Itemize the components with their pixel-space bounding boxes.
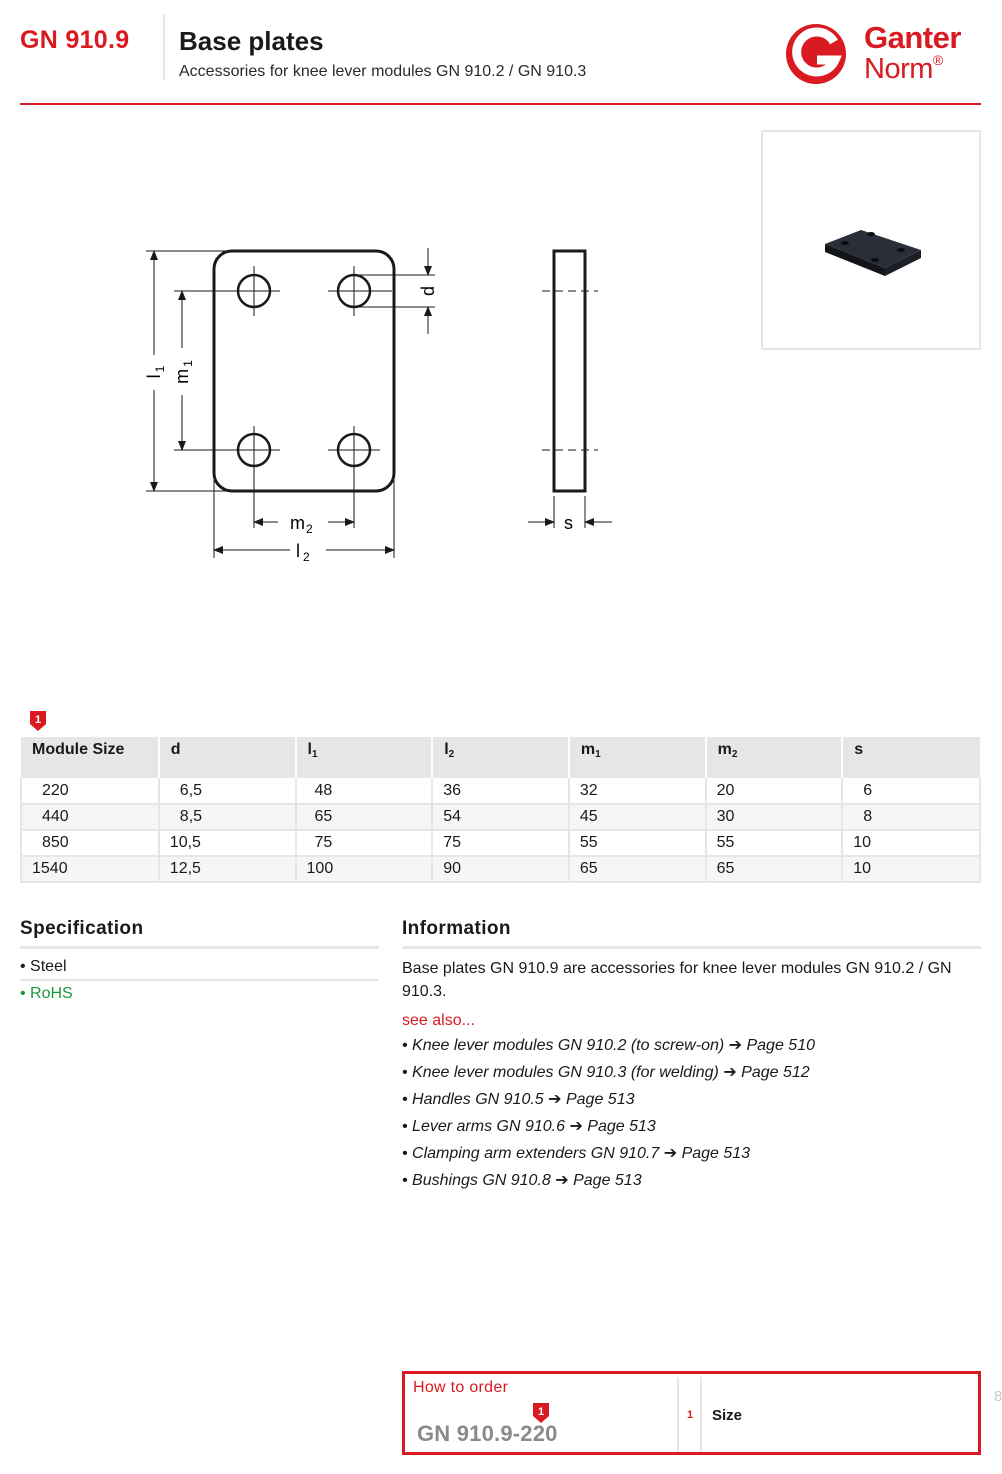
cell-s: 10 — [842, 856, 980, 882]
see-also-list — [402, 1034, 815, 1196]
see-also-link[interactable]: • Knee lever modules GN 910.3 (for welding) ➔ Page 512 — [402, 1064, 810, 1081]
cell-s: 8 — [842, 804, 980, 830]
cell-m1: 45 — [569, 804, 706, 830]
header-rule — [20, 103, 981, 105]
logo-norm-text: Norm® — [864, 52, 943, 85]
cell-d: 10,5 — [159, 830, 296, 856]
cell-m2: 20 — [706, 778, 843, 804]
spec-item-steel: • Steel — [20, 958, 67, 975]
dim-m2-label: $m_2$ — [290, 513, 313, 536]
see-also-link[interactable]: • Bushings GN 910.8 ➔ Page 513 — [402, 1172, 642, 1189]
cell-d: 8,5 — [159, 804, 296, 830]
cell-d: 12,5 — [159, 856, 296, 882]
cell-m2: 30 — [706, 804, 843, 830]
product-photo — [761, 130, 981, 350]
spec-item-rohs: • RoHS — [20, 985, 73, 1002]
cell-module-size: 1540 — [21, 856, 159, 882]
table-row — [21, 804, 980, 830]
cell-module-size: 850 — [21, 830, 159, 856]
cell-l2: 36 — [432, 778, 569, 804]
see-also-link[interactable]: • Clamping arm extenders GN 910.7 ➔ Page 513 — [402, 1145, 751, 1162]
dim-s-label: s — [564, 513, 573, 533]
svg-text:1: 1 — [537, 1406, 545, 1418]
product-code: GN 910.9 — [20, 26, 130, 54]
cell-m1: 65 — [569, 856, 706, 882]
cell-d: 6,5 — [159, 778, 296, 804]
table-header-row — [21, 737, 980, 778]
base-plate-image — [763, 132, 979, 348]
technical-drawing — [130, 230, 630, 575]
see-also-label: see also... — [402, 1012, 475, 1029]
cell-s: 6 — [842, 778, 980, 804]
spec-item-rule — [20, 979, 379, 981]
how-to-order-label: How to order — [413, 1379, 509, 1396]
logo-g-icon — [784, 22, 850, 86]
order-code-example: GN 910.9-220 — [417, 1421, 558, 1446]
dimensions-table — [20, 737, 981, 883]
col-header-m1: $m_1$ — [569, 737, 706, 778]
cell-l1: 100 — [296, 856, 433, 882]
cell-l1: 48 — [296, 778, 433, 804]
order-size-label: Size — [712, 1407, 743, 1424]
information-rule — [402, 946, 981, 949]
svg-text:1: 1 — [34, 714, 42, 726]
ganter-norm-logo — [784, 22, 984, 86]
dim-l2-label: l $_2$ — [296, 541, 310, 564]
how-to-order-box — [402, 1371, 981, 1455]
information-text: Base plates GN 910.9 are accessories for knee lever modules GN 910.2 / GN 910.3. — [402, 960, 952, 1000]
information-heading: Information — [402, 918, 511, 939]
order-option-number: 1 — [687, 1409, 694, 1421]
header-divider — [163, 14, 165, 80]
dim-d-label: d — [418, 285, 438, 297]
cell-module-size: 220 — [21, 778, 159, 804]
cell-m2: 55 — [706, 830, 843, 856]
table-row — [21, 830, 980, 856]
cell-module-size: 440 — [21, 804, 159, 830]
cell-s: 10 — [842, 830, 980, 856]
dim-l1-label: $l_1$ — [144, 365, 167, 379]
col-header-l2: $l_2$ — [432, 737, 569, 778]
see-also-link[interactable]: • Lever arms GN 910.6 ➔ Page 513 — [402, 1118, 656, 1135]
col-header-m2: $m_2$ — [706, 737, 843, 778]
specification-heading: Specification — [20, 918, 144, 939]
col-header-module-size: Module Size — [21, 737, 159, 778]
logo-registered-mark: ® — [932, 52, 943, 68]
table-row — [21, 778, 980, 804]
col-header-s: s — [842, 737, 980, 778]
cell-m2: 65 — [706, 856, 843, 882]
cell-m1: 55 — [569, 830, 706, 856]
table-marker-icon — [29, 710, 47, 732]
col-header-l1: $l_1$ — [296, 737, 433, 778]
page-number: 8 — [994, 1388, 1002, 1405]
logo-ganter-text: Ganter — [864, 20, 961, 55]
see-also-link[interactable]: • Knee lever modules GN 910.2 (to screw-on) ➔ Page 510 — [402, 1037, 815, 1054]
specification-rule — [20, 946, 379, 949]
cell-l2: 90 — [432, 856, 569, 882]
col-header-d: d — [159, 737, 296, 778]
cell-l1: 65 — [296, 804, 433, 830]
order-separator — [677, 1377, 679, 1452]
page-title: Base plates — [179, 26, 324, 56]
plate-side-view — [554, 251, 585, 491]
table-row — [21, 856, 980, 882]
cell-l1: 75 — [296, 830, 433, 856]
cell-l2: 75 — [432, 830, 569, 856]
cell-l2: 54 — [432, 804, 569, 830]
dim-m1-label: $m_1$ — [172, 360, 195, 384]
cell-m1: 32 — [569, 778, 706, 804]
page-subtitle: Accessories for knee lever modules GN 910.2 / GN 910.3 — [179, 63, 587, 80]
see-also-link[interactable]: • Handles GN 910.5 ➔ Page 513 — [402, 1091, 635, 1108]
order-separator — [700, 1377, 702, 1452]
